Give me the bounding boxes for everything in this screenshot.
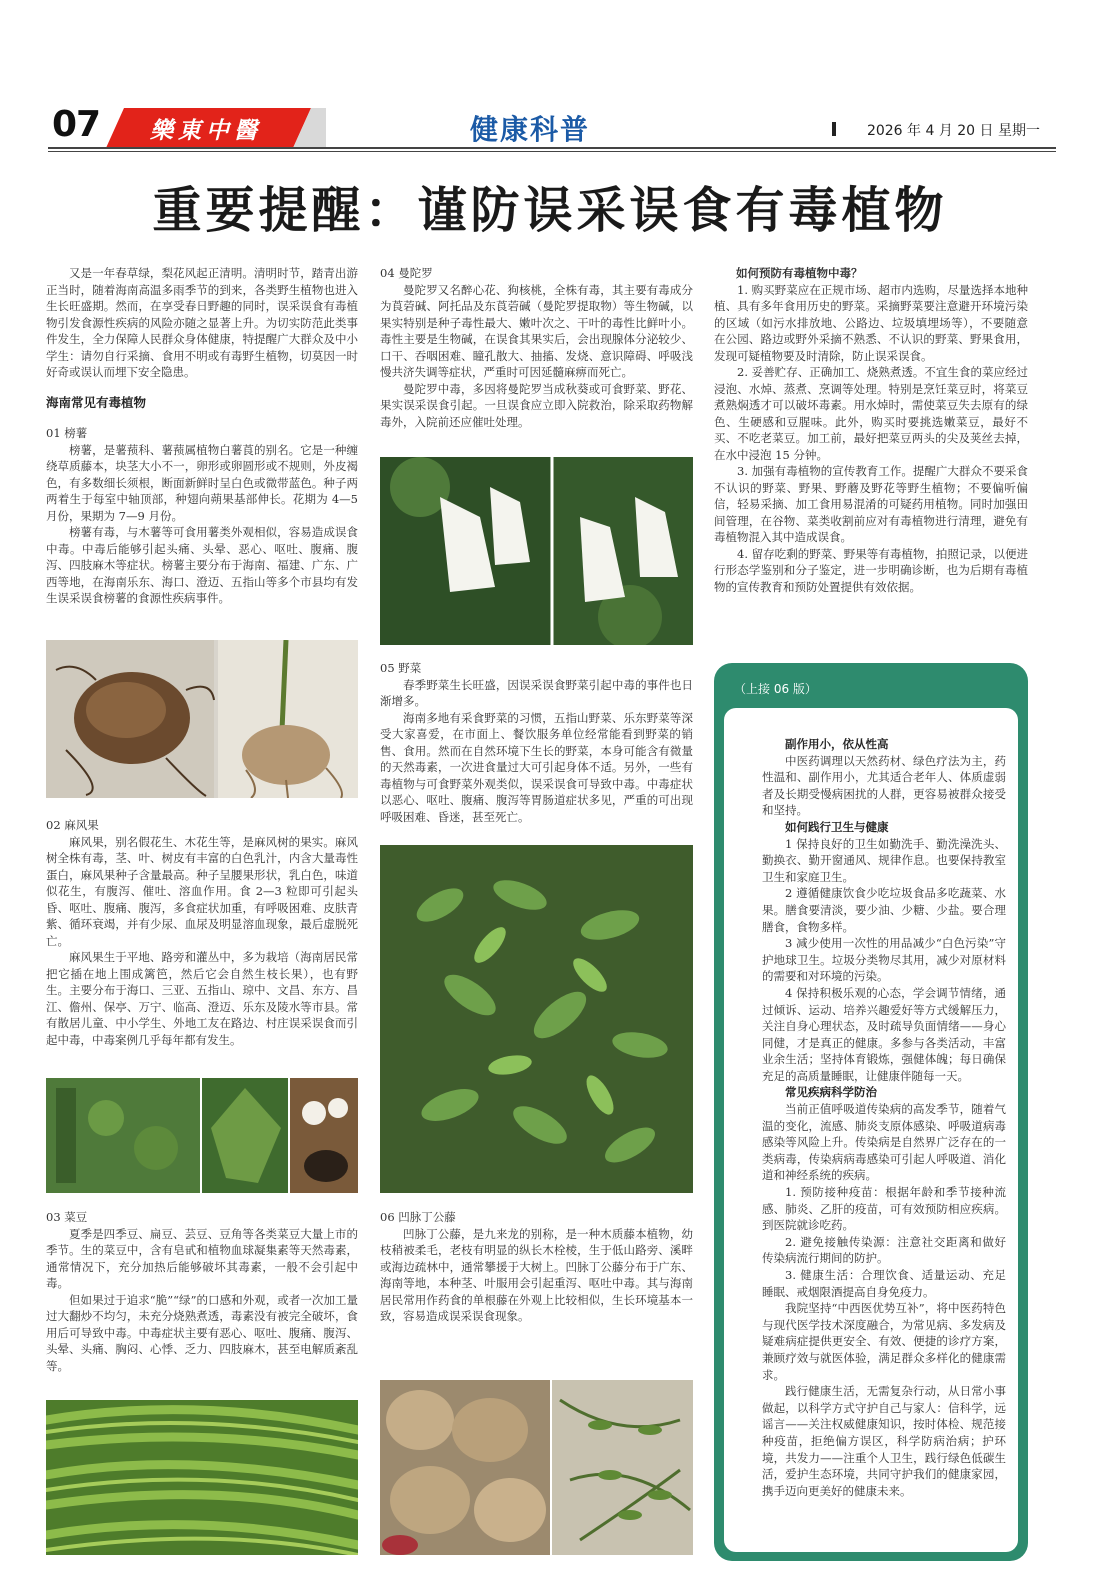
column-2-top [380, 265, 693, 430]
header-rule-thin [48, 151, 1056, 152]
plant-06-para-a: 凹脉丁公藤，是九来龙的别称，是一种木质藤本植物，幼枝稍被柔毛，老枝有明显的纵长木栓棱，生于低山路旁、溪畔或海边疏林中，通常攀援于大树上。凹脉丁公藤分布于广东、海南等地，本种茎、叶服用会引起重泻、呕吐中毒。其与海南居民常用作药食的单根藤在外观上比较相似，生长环境基本一致，容易造成误采误食现象。 [380, 1226, 693, 1323]
header-rule [48, 147, 1056, 149]
sidebar-para-3d: 3. 健康生活：合理饮食、适量运动、充足睡眠、戒烟限酒提高自身免疫力。 [762, 1268, 1006, 1299]
prevention-item-2: 2. 妥善贮存、正确加工、烧熟煮透。不宜生食的菜应经过浸泡、水焯、蒸煮、烹调等处理。特别是烹饪菜豆时，将菜豆煮熟焖透才可以破坏毒素。用水焯时，需使菜豆失去原有的绿色、生硬感和豆腥味。此外，购买时要挑选嫩菜豆，最好不买、不吃老菜豆。加工前，最好把菜豆两头的尖及荚丝去掉，在水中浸泡 15 分钟。 [714, 365, 1028, 462]
section-heading: 海南常见有毒植物 [46, 394, 147, 410]
column-3-prevention [714, 265, 1028, 595]
sidebar-heading-2: 如何践行卫生与健康 [785, 819, 889, 834]
masthead-title: 樂東中醫 [150, 117, 262, 144]
sidebar-para-1: 中医药调理以天然药材、绿色疗法为主，药性温和、副作用小，尤其适合老年人、体质虚弱者及长期受慢病困扰的人群，更容易被群众接受和坚持。 [762, 753, 1006, 818]
column-1-middle [46, 817, 358, 1048]
sidebar-para-3a: 当前正值呼吸道传染病的高发季节，随着气温的变化，流感、肺炎支原体感染、呼吸道病毒感染等风险上升。传染病是自然界广泛存在的一类病毒，传染病病毒感染可引起人呼吸道、消化道和神经系统的疾病。 [762, 1102, 1006, 1183]
plant-01-para-b: 榜薯有毒，与木薯等可食用薯类外观相似，容易造成误食中毒。中毒后能够引起头痛、头晕、恶心、呕吐、腹痛、腹泻、四肢麻木等症状。榜薯主要分布于海南、福建、广东、广西等地，在海南乐东、海口、澄迈、五指山等多个市县均有发生误采误食榜薯的食源性疾病事件。 [46, 525, 358, 605]
prevention-item-1: 1. 购买野菜应在正规市场、超市内选购，尽量选择本地种植、具有多年食用历史的野菜。采摘野菜要注意避开环境污染的区域（如污水排放地、公路边、垃圾填埋场等），不要随意在公园、路边或野外采摘不熟悉、不认识的野菜、野果食用，发现可疑植物要及时清除，防止误采误食。 [714, 282, 1028, 363]
plant-03-para-b: 但如果过于追求“脆”“绿”的口感和外观，或者一次加工量过大翻炒不均匀，未充分烧熟煮透，毒素没有被完全破坏，食用后可导致中毒。中毒症状主要有恶心、呕吐、腹痛、腹泻、头晕、头痛、胸闷、心悸、乏力、四肢麻木，甚至电解质紊乱等。 [46, 1292, 358, 1373]
plant-01-para-a: 榜薯，是薯蓣科、薯蓣属植物白薯莨的别名。它是一种缠绕草质藤本，块茎大小不一，卵形或卵圆形或不规则，外皮褐色，有多数细长须根，断面新鲜时呈白色或微带蓝色。种子两两着生于每室中轴顶部，种翅向蒴果基部伸长。花期为 4—5 月份，果期为 7—9 月份。 [46, 442, 358, 523]
column-2-bottom [380, 1209, 693, 1325]
plant-04-title: 04 曼陀罗 [380, 266, 433, 280]
plant-05-para-a: 春季野菜生长旺盛，因误采误食野菜引起中毒的事件也日渐增多。 [380, 677, 693, 708]
prevention-item-3: 3. 加强有毒植物的宣传教育工作。提醒广大群众不要采食不认识的野菜、野果、野蘑及野花等野生植物；不要偏听偏信，轻易采摘、加工食用易混淆的可疑药用植物。同时加强田间管理，在谷物、菜类收割前应对有毒植物进行清理，避免有毒植物混入其中造成误食。 [714, 464, 1028, 544]
sidebar-para-2b: 2 遵循健康饮食少吃垃圾食品多吃蔬菜、水果。膳食要清淡，要少油、少糖、少盐。要合理膳食，食物多样。 [762, 886, 1006, 934]
sidebar-para-2a: 1 保持良好的卫生如勤洗手、勤洗澡洗头、勤换衣、勤开窗通风、规律作息。也要保持教室卫生和家庭卫生。 [762, 836, 1006, 884]
plant-02-title: 02 麻风果 [46, 818, 99, 832]
plant-06-title: 06 凹脉丁公藤 [380, 1210, 456, 1224]
continued-tag: （上接 06 版） [734, 682, 817, 696]
issue-date: 2026 年 4 月 20 日 星期一 [866, 123, 1040, 139]
photo-datura [380, 457, 693, 645]
photo-jatropha [46, 1078, 358, 1193]
photo-wild-greens [380, 845, 693, 1193]
sidebar-para-2d: 4 保持积极乐观的心态，学会调节情绪，通过倾诉、运动、培养兴趣爱好等方式缓解压力，关注自身心理状态，及时疏导负面情绪——身心同健，才是真正的健康。多参与各类活动，丰富业余生活；坚持体育锻炼，强健体魄；每日确保充足的高质量睡眠，让健康伴随每一天。 [762, 985, 1006, 1083]
sidebar-para-3b: 1. 预防接种疫苗：根据年龄和季节接种流感、肺炎、乙肝的疫苗，可有效预防相应疾病。到医院就诊吃药。 [762, 1185, 1006, 1233]
section-title: 健康科普 [470, 113, 591, 146]
sidebar-heading-1: 副作用小，依从性高 [785, 737, 889, 751]
plant-04-para-a: 曼陀罗又名醉心花、狗核桃，全株有毒，其主要有毒成分为莨菪碱、阿托品及东莨菪碱（曼陀罗提取物）等生物碱，以果实特别是种子毒性最大、嫩叶次之、干叶的毒性比鲜叶小。毒性主要是生物碱，在误食其果实后，会出现腺体分泌较少、口干、吞咽困难、瞳孔散大、抽搐、发烧、意识障碍、呼吸浅慢共济失调等症状，严重时可因延髓麻痹而死亡。 [380, 282, 693, 379]
plant-05-title: 05 野菜 [380, 661, 422, 675]
sidebar-para-2c: 3 减少使用一次性的用品减少“白色污染”守护地球卫生。垃圾分类物尽其用，减少对原材料的需要和对环境的污染。 [762, 936, 1006, 984]
plant-03-title: 03 菜豆 [46, 1210, 88, 1224]
page-number: 07 [52, 104, 101, 145]
intro-paragraph: 又是一年春草绿，梨花风起正清明。清明时节，踏青出游正当时，随着海南高温多雨季节的到来，各类野生植物也进入生长旺盛期。然而，在享受春日野趣的同时，误采误食有毒植物引发食源性疾病的风险亦随之显著上升。为切实防范此类事件发生，全力保障人民群众身体健康，特提醒广大群众及中小学生：请勿自行采摘、食用不明或有毒野生植物，切莫因一时好奇或误认而埋下安全隐患。 [46, 266, 358, 379]
plant-01-title: 01 榜薯 [46, 426, 88, 440]
sidebar-para-3c: 2. 避免接触传染源：注意社交距离和做好传染病流行期间的防护。 [762, 1234, 1006, 1266]
column-1-top [46, 265, 358, 607]
sidebar-para-5: 践行健康生活，无需复杂行动，从日常小事做起，以科学方式守护自己与家人：信科学，远谣言——关注权威健康知识，按时体检、规范接种疫苗，拒绝偏方误区，科学防病治病；护环境，共发力——注重个人卫生，践行绿色低碳生活，爱护生态环境，共同守护我们的健康家园，携手迈向更美好的健康未来。 [762, 1384, 1006, 1498]
plant-03-para-a: 夏季是四季豆、扁豆、芸豆、豆角等各类菜豆大量上市的季节。生的菜豆中，含有皂甙和植物血球凝集素等天然毒素，通常情况下，充分加热后能够破坏其毒素，一般不会引起中毒。 [46, 1226, 358, 1290]
photo-bangshu-tubers [46, 640, 358, 798]
sidebar-heading-3: 常见疾病科学防治 [785, 1085, 877, 1100]
plant-02-para-a: 麻风果，别名假花生、木花生等，是麻风树的果实。麻风树全株有毒，茎、叶、树皮有丰富的白色乳汁，内含大量毒性蛋白，麻风果种子含量最高。种子呈腰果形状，乳白色，味道似花生，有腹泻、催吐、溶血作用。食 2—3 粒即可引起头昏、呕吐、腹痛、腹泻，多食症状加重，有呼吸困难、皮肤青紫、循环衰竭，并有少尿、血尿及明显溶血现象，最后虚脱死亡。 [46, 834, 358, 948]
prevention-item-4: 4. 留存吃剩的野菜、野果等有毒植物，拍照记录，以便进行形态学鉴别和分子鉴定，进一步明确诊断，也为后期有毒植物的宣传教育和预防处置提供有效依据。 [714, 546, 1028, 594]
plant-04-para-b: 曼陀罗中毒，多因将曼陀罗当成秋葵或可食野菜、野花、果实误采误食引起。一旦误食应立即入院救治，除采取药物解毒外，入院前还应催吐处理。 [380, 381, 693, 429]
headline: 重要提醒：谨防误采误食有毒植物 [152, 182, 948, 239]
plant-02-para-b: 麻风果生于平地、路旁和灌丛中，多为栽培（海南居民常把它插在地上围成篱笆，然后它会自然生枝长果），也有野生。主要分布于海口、三亚、五指山、琼中、文昌、东方、昌江、儋州、保亭、万宁、临高、澄迈、乐东及陵水等市县。常有散居儿童、中小学生、外地工友在路边、村庄误采误食而引起中毒，中毒案例几乎每年都有发生。 [46, 950, 358, 1047]
photo-green-beans [46, 1400, 358, 1555]
column-1-bottom [46, 1209, 358, 1374]
sidebar-para-4: 我院坚持“中西医优势互补”，将中医药特色与现代医学技术深度融合，为常见病、多发病及疑难病症提供更安全、有效、便捷的诊疗方案，兼顾疗效与就医体验，满足群众多样化的健康需求。 [762, 1301, 1006, 1382]
sidebar-text [762, 736, 1006, 1499]
photo-erycibe-vine [380, 1380, 693, 1555]
date-marker [832, 122, 836, 136]
plant-05-para-b: 海南多地有采食野菜的习惯，五指山野菜、乐东野菜等深受大家喜爱，在市面上、餐饮服务单位经常能看到野菜的销售、食用。然而在自然环境下生长的野菜，本身可能含有微量的天然毒素，一次进食量过大可引起身体不适。另外，一些有毒植物与可食野菜外观类似，误采误食可导致中毒。中毒症状以恶心、呕吐、腹痛、腹泻等胃肠道症状多见，严重的可出现呼吸困难、昏迷，甚至死亡。 [380, 710, 693, 824]
prevention-heading: 如何预防有毒植物中毒？ [736, 266, 863, 280]
column-2-middle [380, 660, 693, 825]
